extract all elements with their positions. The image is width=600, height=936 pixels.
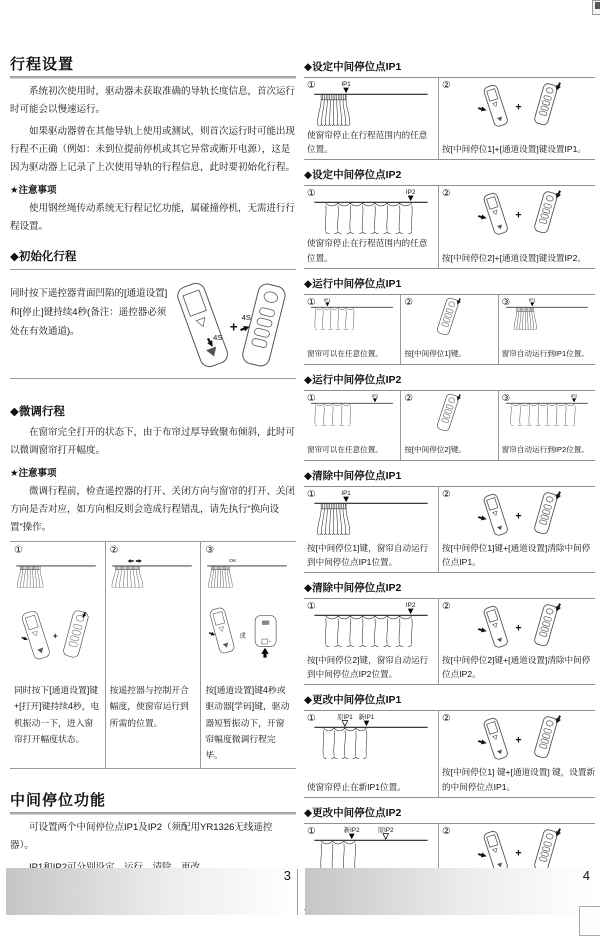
corner-mark: [595, 2, 600, 9]
step-caption: 窗帘自动运行到IP2位置。: [501, 445, 589, 455]
remote-back: [534, 191, 558, 234]
step-number: ②: [442, 713, 451, 725]
step-number: ①: [307, 392, 316, 404]
plus-sign: +: [515, 509, 522, 522]
remote-front: [209, 606, 235, 653]
ip-step-panel: [438, 711, 600, 796]
panel-art-area: [307, 713, 435, 759]
remote-back: [534, 828, 558, 871]
marker-label: IP1: [528, 296, 536, 302]
ip-section-row: [304, 77, 595, 160]
init-remote-pair-diagram: [169, 278, 295, 372]
remote-pair-diagram: [470, 489, 570, 539]
ip-section-heading: ◆更改中间停位点IP2: [304, 806, 402, 819]
step-caption: 按遥控器与控制开合幅度，使窗帘运行到所需的位置。: [109, 685, 189, 728]
marker-label: 原IP1: [337, 714, 353, 722]
ip-step-panel: [304, 599, 438, 684]
step-caption: 窗帘自动运行到IP1位置。: [501, 349, 589, 359]
clipped-ui-corner-top: [592, 0, 600, 15]
ip-section-heading: ◆运行中间停位点IP1: [304, 277, 402, 290]
ip-section: [304, 59, 595, 160]
fine-tune-step-panel: [105, 542, 201, 768]
step-caption: 窗帘可以在任意位置。: [307, 445, 383, 455]
remote-front: [483, 493, 509, 536]
panel-art-area: [307, 489, 435, 535]
step-caption: 按[中间停位1]键+[通道设置]清除中间停位点IP1。: [442, 542, 591, 567]
step-caption: 按[中间停位2]键，窗帘自动运行到中间停位点IP2位置。: [307, 655, 429, 680]
step-number: ①: [307, 713, 316, 725]
ip-section-row: [304, 598, 595, 685]
press-arrow-icon: [478, 627, 488, 634]
step-number: ②: [442, 488, 451, 500]
marker-label: IP2: [405, 602, 416, 610]
curtain-diagram: [14, 556, 98, 588]
remote-pair-diagram: [470, 188, 570, 238]
remote-front: [483, 84, 509, 127]
step-caption: 按[中间停位2]键。: [404, 445, 466, 455]
curtain-diagram: [309, 297, 395, 330]
plus-sign: +: [515, 101, 522, 114]
panel-art-area: [307, 826, 435, 872]
step-caption: 按[通道设置]键4秒或驱动器[学码]键，驱动器短暂振动下，开窗帘幅度微调行程完毕。: [205, 685, 290, 761]
remote-pair-diagram: [470, 601, 570, 651]
ip-step-panel: [304, 78, 438, 159]
panel-art-area: [442, 489, 598, 539]
step-caption: 按[中间停位1]键，窗帘自动运行到中间停位点IP1位置。: [307, 542, 429, 567]
step-caption: 使窗帘停止在新IP1位置。: [307, 781, 406, 792]
page-edge-line: [297, 869, 298, 915]
marker-label: IP1: [324, 296, 331, 302]
marker-label: IP2: [405, 189, 416, 197]
panel-art-area: [404, 393, 494, 432]
panel-art-area: [307, 297, 397, 330]
remote-back: [437, 297, 460, 336]
marker-label: IP2: [371, 392, 379, 398]
ok-label: OK: [229, 559, 237, 565]
ip-step-panel: [304, 711, 438, 796]
step-caption: 使窗帘停止在行程范围内的任意位置。: [307, 238, 428, 263]
panel-art-area: [307, 188, 435, 234]
step-number: ②: [109, 545, 119, 557]
step-caption: 窗帘可以在任意位置。: [307, 349, 383, 359]
page-footer-right: [305, 868, 595, 915]
remote-pair-diagram: [14, 602, 100, 666]
step-middle-art: [110, 588, 197, 680]
ip-step-panel: [304, 487, 438, 572]
ip-paragraph-1: 可设置两个中间停位点IP1及IP2（须配用YR1326无线遥控器）。: [10, 821, 273, 851]
travel-paragraph-2: 如果驱动器曾在其他导轨上使用或测试，则首次运行时可能出现行程不正确（例如：未到位提前停机或其它异常或断开电源），这是因为驱动器上记录了上次使用导轨的行程信息，此时要初始化行程。: [10, 125, 296, 173]
press-arrow-icon: [478, 514, 488, 521]
init-travel-heading: ◆初始化行程: [10, 250, 77, 263]
curtain-diagram: [110, 556, 194, 588]
panel-art-area: [442, 188, 598, 238]
ip-section-heading: ◆运行中间停位点IP2: [304, 373, 402, 386]
panel-art-area: [307, 393, 397, 426]
ip-section: [304, 468, 595, 573]
plus-sign: +: [515, 622, 522, 635]
panel-art-area: [442, 80, 598, 130]
step-number: ②: [442, 80, 451, 91]
remote-back: [241, 282, 287, 368]
ip-section-row: [304, 294, 595, 365]
label-4s: 4S: [241, 312, 251, 322]
ip-section: [304, 372, 595, 461]
step-number: ②: [404, 392, 413, 404]
ip-step-panel: [498, 295, 595, 364]
remote-single-diagram: [410, 297, 488, 336]
panel-art-area: [442, 601, 598, 651]
press-arrow-icon: [478, 106, 488, 113]
marker-label: 原IP2: [377, 826, 394, 834]
fine-tune-note-body: 微调行程前，检查遥控器的打开、关闭方向与窗帘的打开、关闭方向是否对应，如方向相反则会造成行程错乱，请先执行“换向设置”操作。: [10, 485, 296, 534]
drive-motor-head: [255, 615, 276, 657]
remote-or-driver-diagram: [206, 603, 292, 666]
remote-front: [483, 718, 509, 761]
ip-section-row: [304, 486, 595, 573]
curtain-diagram: [312, 601, 430, 647]
remote-back: [534, 716, 558, 759]
travel-note-body: 使用钢丝绳传动系统无行程记忆功能，属碰撞停机，无需进行行程设置。: [10, 202, 296, 232]
curtain-diagram: [501, 296, 590, 330]
or-label: 或: [239, 631, 246, 639]
panel-art-area: [502, 393, 592, 426]
remote-single-diagram: [410, 393, 488, 432]
step-number: ②: [442, 825, 451, 837]
step-caption: 同时按下[通道设置]键+[打开]键持续4秒，电机振动一下，进入窗帘打开幅度状态。: [14, 685, 100, 744]
press-arrow-icon: [478, 851, 488, 858]
step-number: ②: [442, 188, 451, 200]
press-arrow-icon: [21, 636, 29, 642]
ip-section-heading: ◆清除中间停位点IP2: [304, 582, 402, 595]
remote-front: [483, 605, 509, 648]
label-4s: 4S: [213, 332, 223, 342]
page-number-4: 4: [582, 868, 590, 883]
ip-section-row: [304, 710, 595, 797]
step-caption: 按[中间停位1]+[通道设置]键设置IP1。: [442, 144, 586, 155]
remote-pair-diagram: [470, 80, 570, 130]
curtain-diagram: [501, 392, 590, 426]
panel-art-area: [307, 601, 435, 647]
plus-sign: +: [515, 847, 522, 860]
marker-label: IP1: [341, 489, 351, 497]
page-title-intermediate-stop: 中间停位功能: [10, 792, 107, 810]
ip-section-heading: ◆清除中间停位点IP1: [304, 469, 402, 482]
fine-tune-steps-table: [10, 541, 296, 769]
ip-step-panel: [304, 186, 438, 267]
marker-label: IP1: [341, 81, 351, 89]
panel-art-area: [442, 713, 598, 763]
press-arrow-icon: [478, 739, 488, 746]
remote-front: [21, 610, 51, 660]
curtain-diagram: [312, 489, 430, 535]
marker-label: IP2: [570, 392, 578, 398]
clipped-ui-corner-bottom: [579, 906, 600, 936]
ip-section-heading: ◆设定中间停位点IP2: [304, 169, 402, 182]
ip-section-row: [304, 185, 595, 268]
curtain-diagram: [312, 80, 430, 126]
step-number: ①: [307, 825, 316, 837]
step-caption: 按[中间停位1]键。: [404, 349, 466, 359]
page-title-travel-settings: 行程设置: [10, 56, 75, 73]
step-caption: 按[中间停位2]+[通道设置]键设置IP2。: [442, 252, 586, 263]
manual-page-4: [304, 52, 595, 910]
ip-step-panel: [400, 295, 497, 364]
step-number: ①: [307, 80, 316, 91]
step-number: ①: [14, 545, 23, 557]
page-number-3: 3: [283, 868, 291, 883]
marker-label: 新IP1: [358, 714, 375, 722]
remote-pair-illustration: [168, 278, 296, 372]
press-arrow-icon: [478, 214, 488, 221]
ip-step-panel: [304, 391, 400, 460]
travel-paragraph-1: 系统初次使用时，驱动器未获取准确的导轨长度信息，首次运行时可能会以慢速运行。: [10, 85, 296, 115]
ip-step-panel: [438, 186, 600, 267]
curtain-diagram: [312, 188, 430, 234]
init-travel-text: 同时按下遥控器背面凹陷的[通道设置]和[停止]键持续4秒(备注：遥控器必须处在有效通道)。: [10, 287, 168, 337]
ip-section: [304, 580, 595, 685]
fine-tune-note-title: ★注意事项: [10, 467, 57, 479]
step-caption: 按[中间停位1] 键+[通道设置] 键，设置新的中间停位点IP1。: [442, 767, 596, 792]
ip-section: [304, 167, 595, 268]
remote-back: [534, 491, 558, 534]
fine-tune-heading: ◆微调行程: [10, 405, 65, 418]
remote-back: [534, 604, 558, 647]
curtain-diagram: [205, 556, 289, 588]
ip-section-heading: ◆设定中间停位点IP1: [304, 61, 402, 73]
ip-step-panel: [438, 487, 600, 572]
title-rule: [10, 76, 296, 79]
step-number: ①: [307, 188, 316, 200]
panel-art-area: [404, 297, 494, 336]
remote-pair-diagram: [470, 713, 570, 763]
plus-sign: +: [515, 734, 522, 747]
manual-page-3: [10, 55, 296, 922]
ip-section-heading: ◆更改中间停位点IP1: [304, 694, 402, 707]
marker-label: 新IP2: [343, 826, 360, 834]
ip-step-panel: [400, 391, 497, 460]
curtain-diagram: [312, 826, 430, 872]
step-middle-art: [205, 588, 292, 680]
remote-front: [483, 193, 509, 236]
remote-back: [63, 610, 90, 659]
fine-tune-step-panel: [10, 542, 105, 768]
remote-back: [534, 83, 558, 126]
plus-sign: +: [515, 209, 522, 222]
ip-section: [304, 276, 595, 365]
panel-art-area: [502, 297, 592, 330]
step-caption: 使窗帘停止在行程范围内的任意位置。: [307, 130, 428, 155]
step-number: ③: [501, 392, 511, 404]
travel-note-title: ★注意事项: [10, 184, 57, 196]
step-number: ②: [442, 601, 451, 613]
init-travel-row: [10, 269, 296, 379]
remote-front: [175, 281, 230, 369]
step-number: ③: [501, 296, 511, 308]
ip-step-panel: [438, 78, 600, 159]
ip-step-panel: [438, 599, 600, 684]
step-middle-art: [14, 588, 101, 680]
plus-sign: +: [53, 630, 59, 641]
curtain-diagram: [309, 393, 395, 426]
ip-section-row: [304, 390, 595, 461]
step-number: ①: [307, 296, 316, 308]
fine-tune-step-panel: [200, 542, 296, 768]
plus-sign: +: [229, 319, 238, 335]
title-rule: [10, 812, 296, 815]
step-number: ③: [205, 545, 215, 557]
step-number: ②: [404, 296, 413, 308]
remote-front: [483, 830, 509, 873]
panel-art-area: [307, 80, 435, 126]
step-number: ①: [307, 488, 316, 500]
step-caption: 按[中间停位2]键+[通道设置]清除中间停位点IP2。: [442, 655, 591, 680]
ip-step-panel: [498, 391, 595, 460]
curtain-diagram: [312, 713, 430, 759]
ip-step-panel: [304, 295, 400, 364]
remote-back: [437, 393, 460, 432]
ip-section: [304, 692, 595, 797]
fine-tune-paragraph: 在窗帘完全打开的状态下，由于布帘过厚导致聚布倾斜，此时可以微调窗帘打开幅度。: [10, 426, 296, 456]
step-number: ①: [307, 601, 316, 613]
page-footer-left: [6, 868, 296, 915]
